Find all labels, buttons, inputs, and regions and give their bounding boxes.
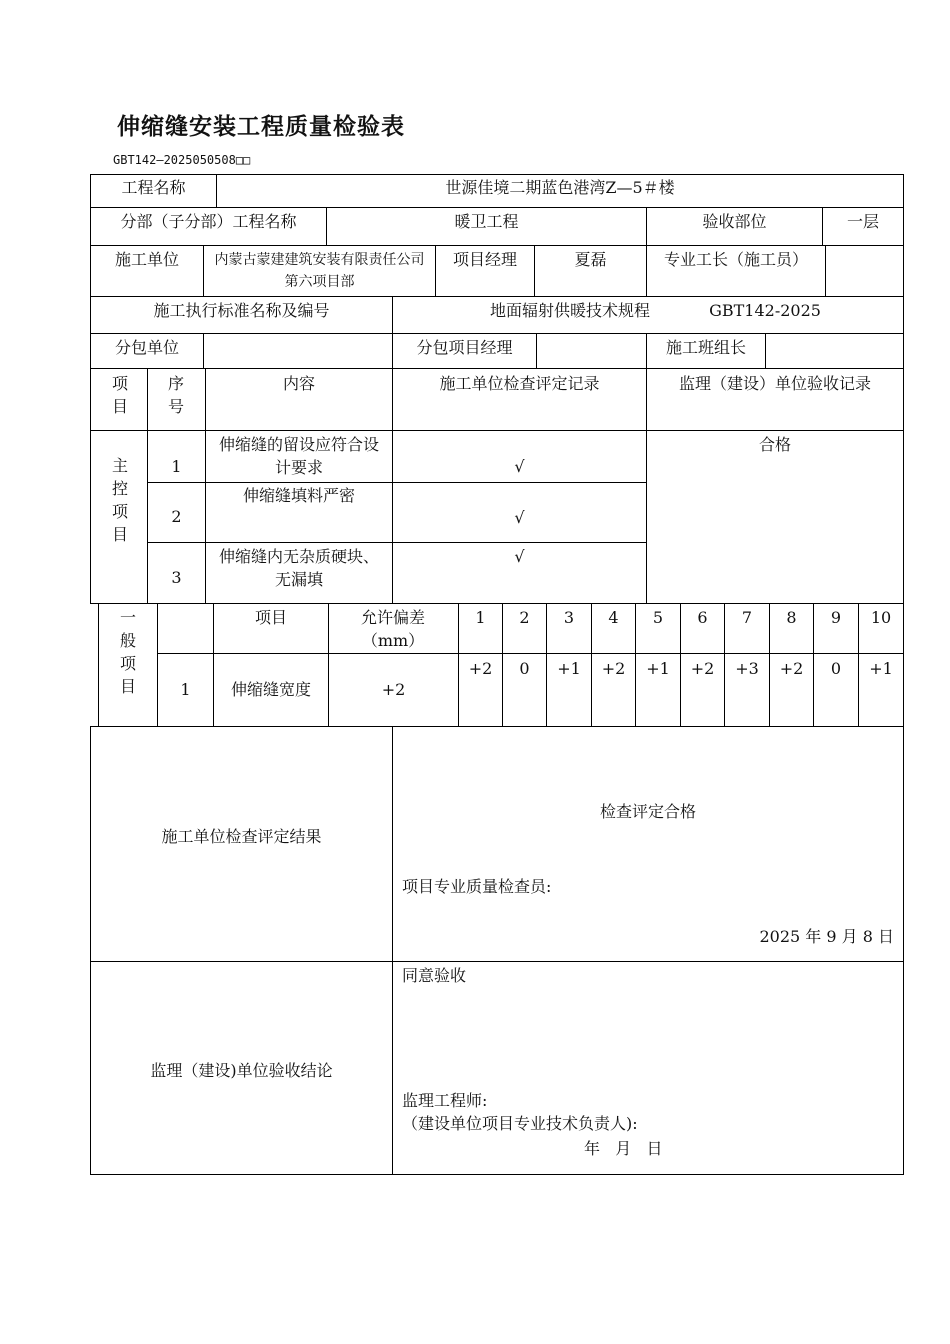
main-row-3-content: 伸缩缝内无杂质硬块、无漏填	[218, 547, 379, 589]
pm-value: 夏磊	[574, 250, 607, 269]
measure-value-3: +1	[557, 659, 581, 678]
point-header-3: 3	[563, 608, 575, 627]
acceptance-part-label: 验收部位	[702, 212, 767, 231]
document-title: 伸缩缝安装工程质量检验表	[117, 114, 405, 140]
measure-value-5: +1	[646, 659, 670, 678]
owner-rep-label: （建设单位项目专业技术负责人):	[402, 1114, 638, 1133]
general-col-item: 项目	[254, 608, 287, 627]
result-conclusion: 检查评定合格	[599, 802, 696, 821]
supervision-engineer-label: 监理工程师:	[402, 1091, 488, 1110]
subcontractor-label: 分包单位	[114, 338, 179, 357]
pm-label: 项目经理	[452, 250, 517, 269]
main-row-2-content: 伸缩缝填料严密	[242, 486, 355, 505]
standard-label: 施工执行标准名称及编号	[153, 301, 330, 320]
project-name-label: 工程名称	[121, 178, 186, 197]
main-control-group-label: 主控项目	[111, 456, 128, 544]
measure-value-6: +2	[690, 659, 715, 678]
col-check-record-header: 施工单位检查评定记录	[439, 374, 600, 393]
standard-name: 地面辐射供暖技术规程	[489, 301, 650, 320]
point-header-8: 8	[786, 608, 797, 627]
point-header-6: 6	[697, 608, 708, 627]
col-no-header: 序号	[167, 374, 184, 416]
measure-value-8: +2	[779, 659, 804, 678]
general-group-label: 一般项目	[119, 608, 136, 696]
supervision-label: 监理（建设)单位验收结论	[150, 1061, 333, 1080]
standard-code: GBT142-2025	[709, 301, 821, 320]
point-header-9: 9	[830, 608, 842, 627]
sub-project-label: 分部（子分部）工程名称	[120, 212, 297, 231]
col-item-header: 项目	[111, 374, 128, 416]
point-header-5: 5	[652, 608, 664, 627]
supervision-conclusion: 同意验收	[402, 966, 467, 985]
measure-value-4: +2	[601, 659, 626, 678]
point-header-4: 4	[608, 608, 619, 627]
project-name-value: 世源佳境二期蓝色港湾Z—5＃楼	[445, 178, 675, 197]
general-row-no: 1	[180, 680, 191, 699]
supervision-result: 合格	[758, 435, 791, 454]
measure-value-1: +2	[468, 659, 493, 678]
main-row-3-check: √	[514, 547, 525, 566]
acceptance-part-value: 一层	[846, 212, 879, 231]
point-header-1: 1	[475, 608, 486, 627]
main-row-3-no: 3	[171, 568, 182, 587]
quality-inspector-label: 项目专业质量检查员:	[402, 877, 552, 896]
col-content-header: 内容	[282, 374, 315, 393]
measure-value-10: +1	[869, 659, 893, 678]
foreman-label: 专业工长（施工员）	[663, 250, 808, 269]
point-header-2: 2	[519, 608, 530, 627]
contractor-label: 施工单位	[114, 250, 179, 269]
supervision-date: 年 月 日	[584, 1139, 663, 1158]
sub-pm-label: 分包项目经理	[416, 338, 513, 357]
document-code: GBT142—2025050508□□	[113, 153, 251, 167]
general-row-item: 伸缩缝宽度	[230, 680, 311, 699]
measure-value-2: 0	[519, 659, 530, 678]
main-row-2-check: √	[514, 508, 525, 527]
contractor-value: 内蒙古蒙建建筑安装有限责任公司第六项目部	[214, 252, 425, 290]
team-leader-label: 施工班组长	[665, 338, 746, 357]
result-date: 2025 年 9 月 8 日	[759, 927, 894, 946]
main-row-1-content: 伸缩缝的留设应符合设计要求	[218, 435, 379, 477]
point-header-7: 7	[741, 608, 753, 627]
main-row-2-no: 2	[171, 507, 182, 526]
result-label: 施工单位检查评定结果	[161, 827, 322, 846]
general-row-tolerance: +2	[381, 680, 406, 699]
sub-project-value: 暖卫工程	[454, 212, 519, 231]
general-col-tolerance: 允许偏差（mm）	[360, 608, 425, 650]
measure-value-7: +3	[735, 659, 759, 678]
main-row-1-no: 1	[171, 457, 182, 476]
main-row-1-check: √	[514, 457, 525, 476]
point-header-10: 10	[870, 608, 892, 627]
col-supervision-record-header: 监理（建设）单位验收记录	[678, 374, 871, 393]
measure-value-9: 0	[830, 659, 842, 678]
